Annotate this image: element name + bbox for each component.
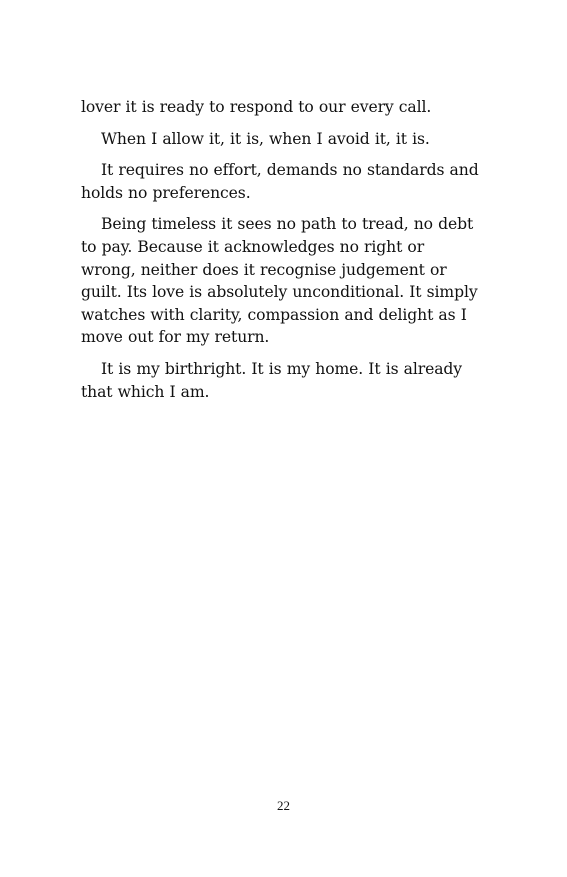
body-text (81, 96, 479, 412)
paragraph-timeless: Being timeless it sees no path to tread, no debt to pay. Because it acknowledges no right or wrong, neither does it recognise judgement or guilt. Its love is absolutely unconditional. It simply watches with clarity, compassion and delight as I move out for my return. (81, 215, 478, 347)
paragraph-continuation: lover it is ready to respond to our every call. (81, 98, 432, 116)
page-number: 22 (277, 798, 290, 813)
paragraph-allow: When I allow it, it is, when I avoid it, it is. (101, 129, 430, 148)
paragraph-birthright: It is my birthright. It is my home. It is already that which I am. (81, 359, 462, 401)
paragraph-requires: It requires no effort, demands no standards and holds no preferences. (81, 161, 479, 202)
